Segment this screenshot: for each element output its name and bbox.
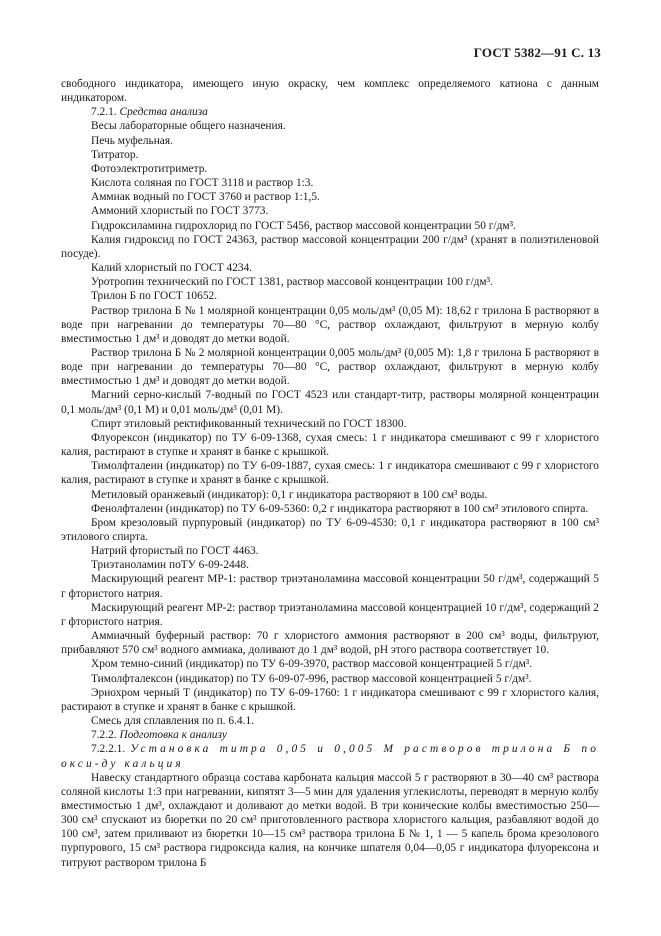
paragraph: Гидроксиламина гидрохлорид по ГОСТ 5456, раствор массовой концентрации 50 г/дм³. [91,219,516,232]
section-heading [61,105,599,119]
paragraph: Хром темно-синий (индикатор) по ТУ 6-09-3970, раствор массовой концентрацией 5 г/дм³. [91,658,533,671]
section-number: 7.2.2. [91,729,117,742]
paragraph: Эриохром черный Т (индикатор) по ТУ 6-09-1760: 1 г индикатора смешивают с 99 г хлористого калия, растирают в ступке и хранят в банке с крышкой. [61,686,599,713]
paragraph: Уротропин технический по ГОСТ 1381, раствор массовой концентрации 100 г/дм³. [91,276,493,289]
document-body [61,77,599,870]
paragraph: Раствор трилона Б № 2 молярной концентрации 0,005 моль/дм³ (0,005 М): 1,8 г трилона Б растворяют в воде при нагревании до температуры 70—80 °С, раствор охлаждают, фильтруют в мерную колбу вместимостью 1 дм³ и доводят до метки водой. [61,346,599,388]
section-number: 7.2.2.1. [91,743,126,756]
paragraph: Весы лабораторные общего назначения. [91,120,286,133]
paragraph: Раствор трилона Б № 1 молярной концентрации 0,05 моль/дм³ (0,05 М): 18,62 г трилона Б растворяют в воде при нагревании до температуры 70—80 °С, раствор охлаждают, фильтруют в мерную колбу вместимостью 1 дм³ и доводят до метки водой. [61,304,599,345]
paragraph: Кислота соляная по ГОСТ 3118 и раствор 1:3. [91,177,314,190]
section-heading [61,742,599,770]
paragraph: Метиловый оранжевый (индикатор): 0,1 г индикатора растворяют в 100 см³ воды. [91,488,488,501]
paragraph: Трилон Б по ГОСТ 10652. [91,290,218,303]
paragraph: Аммиачный буферный раствор: 70 г хлористого аммония растворяют в 200 см³ воды, фильтруют, прибавляют 570 см³ водного аммиака, доливают до 1 дм³ водой, рН этого раствора соответствует 10. [61,630,599,657]
paragraph: Аммиак водный по ГОСТ 3760 и раствор 1:1,5. [91,191,320,204]
paragraph: Печь муфельная. [91,134,173,147]
section-heading [61,728,599,742]
paragraph: Спирт этиловый ректификованный технический по ГОСТ 18300. [91,417,407,430]
paragraph: Триэтаноламин поТУ 6-09-2448. [91,559,249,572]
paragraph: Маскирующий реагент МР-2: раствор триэтаноламина массовой концентрацией 10 г/дм³, содержащий 2 г фтористого натрия. [61,601,599,628]
paragraph: Калий хлористый по ГОСТ 4234. [91,262,253,275]
paragraph: Фотоэлектротитриметр. [91,162,208,175]
paragraph: Тимолфталеин (индикатор) по ТУ 6-09-1887, сухая смесь: 1 г индикатора смешивают с 99 г хлористого калия, растирают в ступке и хранят в банке с крышкой. [61,460,599,487]
paragraph: Флуорексон (индикатор) по ТУ 6-09-1368, сухая смесь: 1 г индикатора смешивают с 99 г хлористого калия, растирают в ступке и хранят в банке с крышкой. [61,431,599,459]
paragraph: Аммоний хлористый по ГОСТ 3773. [91,205,269,218]
paragraph: Маскирующий реагент МР-1: раствор триэтаноламина массовой концентрации 50 г/дм³, содержащий 5 г фтористого натрия. [61,573,599,600]
paragraph: Бром крезоловый пурпуровый (индикатор) по ТУ 6-09-4530: 0,1 г индикатора растворяют в 100 см³ этилового спирта. [61,516,599,543]
section-title: Подготовка к анализу [119,729,227,742]
paragraph: Магний серно-кислый 7-водный по ГОСТ 4523 или стандарт-титр, растворы молярной концентрации 0,1 моль/дм³ (0,1 М) и 0,01 моль/дм³ (0,01 М). [61,389,599,416]
section-title: Средства анализа [119,106,208,119]
paragraph: Калия гидроксид по ГОСТ 24363, раствор массовой концентрации 200 г/дм³ (хранят в полиэтиленовой посуде). [61,233,599,260]
paragraph: Титратор. [91,148,139,161]
section-number: 7.2.1. [91,106,117,119]
page-header: ГОСТ 5382—91 С. 13 [473,45,601,60]
paragraph: Смесь для сплавления по п. 6.4.1. [91,715,255,728]
paragraph: Навеску стандартного образца состава карбоната кальция массой 5 г растворяют в 30—40 см³ раствора соляной кислоты 1:3 при нагревании, кипятят 3—5 мин для удаления углекислоты, переводят в мерную колбу вместимостью 1 дм³, охлаждают и доливают до метки водой. В три конические колбы вместимостью 250—300 см³ спускают из бюретки по 20 см³ приготовленного раствора хлористого кальция, разбавляют водой до 100 см³, затем приливают из бюретки 10—15 см³ раствора трилона Б № 1, 1 — 5 капель брома крезолового пурпурового, 15 см³ раствора гидроксида калия, на кончике шпателя 0,04—0,05 г индикатора флуорексона и титруют раствором трилона Б [61,771,599,869]
paragraph: Тимолфталексон (индикатор) по ТУ 6-09-07-996, раствор массовой концентрацией 5 г/дм³. [91,672,532,685]
section-title-spaced: Установка титра 0,05 и 0,005 М растворов трилона Б по окси-ду кальция [61,743,599,770]
paragraph: свободного индикатора, имеющего иную окраску, чем комплекс определяемого катиона с данным индикатором. [61,78,599,105]
paragraph: Фенолфталеин (индикатор) по ТУ 6-09-5360: 0,2 г индикатора растворяют в 100 см³ этилового спирта. [91,502,589,515]
paragraph: Натрий фтористый по ГОСТ 4463. [91,545,259,558]
